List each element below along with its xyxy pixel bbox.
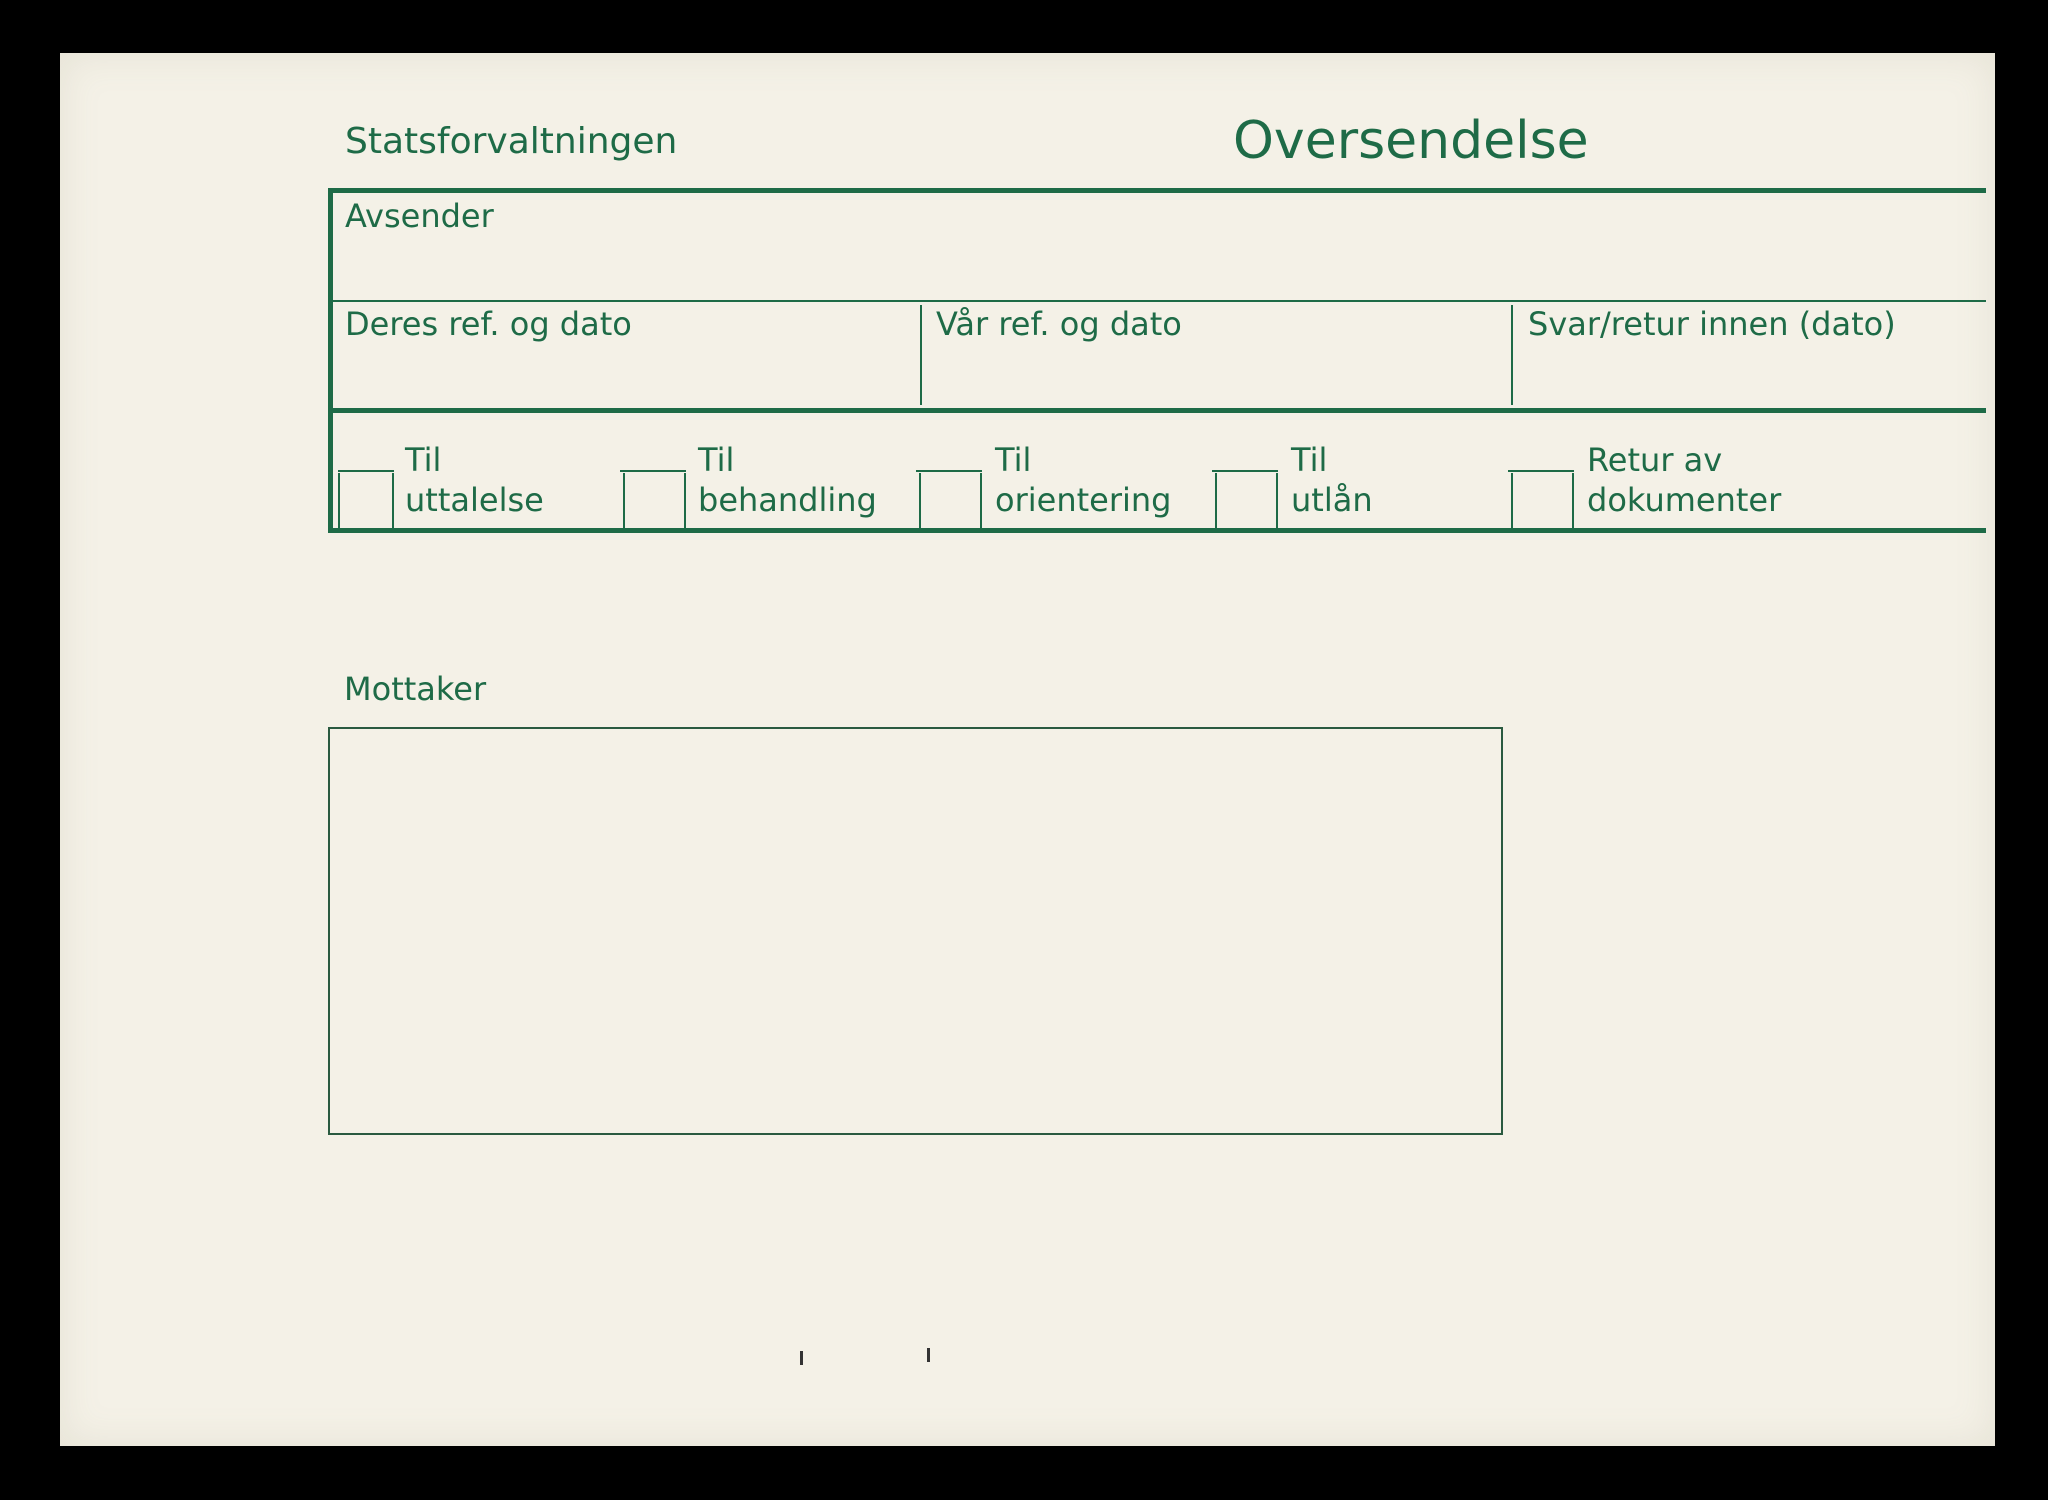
checkbox-label: dokumenter [1587, 481, 1782, 519]
sender-divider [328, 300, 1986, 302]
recipient-address-box[interactable] [328, 727, 1503, 1135]
our-ref-field[interactable]: Vår ref. og dato [936, 305, 1182, 343]
checkbox-label: behandling [698, 481, 877, 519]
form-title: Oversendelse [1233, 111, 1589, 171]
checkbox-label: Til [698, 441, 735, 479]
checkbox-label: Til [1291, 441, 1328, 479]
checkbox-label: Retur av [1587, 441, 1723, 479]
frame-left-line [328, 188, 333, 533]
your-ref-field[interactable]: Deres ref. og dato [345, 305, 632, 343]
frame-bottom-line [328, 528, 1986, 533]
frame-top-line [328, 188, 1986, 193]
ref-divider [328, 408, 1986, 413]
print-mark [927, 1348, 930, 1362]
ref-column-divider-2 [1511, 305, 1513, 405]
checkbox-label: utlån [1291, 481, 1373, 519]
checkbox-label: Til [405, 441, 442, 479]
reply-by-field[interactable]: Svar/retur innen (dato) [1528, 305, 1896, 343]
checkbox-label: orientering [995, 481, 1172, 519]
transmittal-form [60, 53, 1995, 1446]
ref-column-divider-1 [920, 305, 922, 405]
organization-name: Statsforvaltningen [345, 121, 678, 162]
sender-field[interactable]: Avsender [345, 197, 494, 235]
print-mark [800, 1351, 803, 1365]
checkbox-label: Til [995, 441, 1032, 479]
checkbox-label: uttalelse [405, 481, 544, 519]
recipient-label: Mottaker [344, 670, 487, 708]
